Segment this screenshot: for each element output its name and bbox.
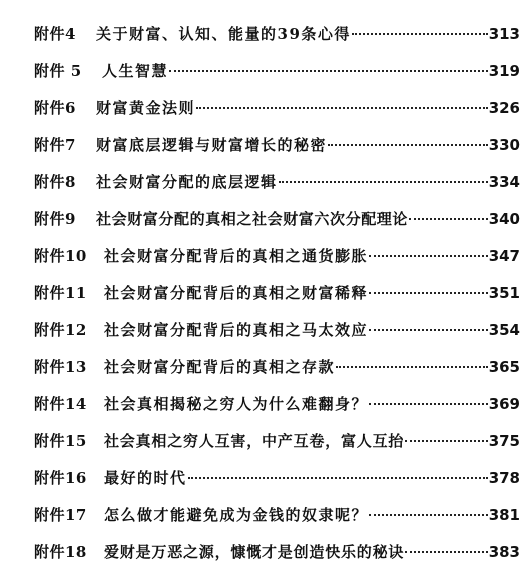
toc-leader-dots <box>188 477 488 479</box>
toc-entry-page: 326 <box>488 99 520 117</box>
toc-entry-page: 375 <box>488 432 520 450</box>
toc-entry-9 <box>34 205 520 233</box>
toc-entry-page: 347 <box>488 247 520 265</box>
toc-entry-label: 附件16 <box>34 469 87 487</box>
toc-entry-label: 附件18 <box>34 543 87 561</box>
toc-entry-17 <box>34 501 520 529</box>
toc-entry-page: 354 <box>488 321 520 339</box>
toc-entry-title: 社会财富分配背后的真相之财富稀释 <box>104 284 369 302</box>
toc-entry-title: 最好的时代 <box>104 469 187 487</box>
toc-leader-dots <box>352 33 488 35</box>
toc-leader-dots <box>405 440 487 442</box>
toc-entry-page: 383 <box>488 543 520 561</box>
toc-entry-label: 附件10 <box>34 247 87 265</box>
toc-entry-title: 社会真相之穷人互害，中产互卷，富人互抬 <box>104 432 405 450</box>
toc-entry-6 <box>34 94 520 122</box>
toc-entry-page: 351 <box>488 284 520 302</box>
toc-entry-page: 381 <box>488 506 520 524</box>
toc-entry-page: 319 <box>488 62 520 80</box>
toc-entry-8 <box>34 168 520 196</box>
toc-entry-title: 财富底层逻辑与财富增长的秘密 <box>96 136 328 154</box>
toc-leader-dots <box>336 366 488 368</box>
toc-entry-11 <box>34 279 520 307</box>
toc-leader-dots <box>279 181 488 183</box>
toc-entry-label: 附件9 <box>34 210 76 228</box>
toc-entry-12 <box>34 316 520 344</box>
toc-leader-dots <box>405 551 487 553</box>
toc-entry-14 <box>34 390 520 418</box>
toc-leader-dots <box>369 514 488 516</box>
toc-entry-15 <box>34 427 520 455</box>
toc-entry-label: 附件13 <box>34 358 87 376</box>
toc-entry-title: 社会财富分配背后的真相之存款 <box>104 358 336 376</box>
toc-entry-label: 附件14 <box>34 395 87 413</box>
toc-entry-label: 附件17 <box>34 506 87 524</box>
toc-entry-page: 330 <box>488 136 520 154</box>
toc-entry-label: 附件4 <box>34 25 76 43</box>
toc-entry-title: 社会财富分配背后的真相之通货膨胀 <box>104 247 369 265</box>
toc-entry-page: 369 <box>488 395 520 413</box>
toc-entry-title: 社会财富分配背后的真相之马太效应 <box>104 321 369 339</box>
toc-leader-dots <box>369 403 488 405</box>
toc-entry-label: 附件 5 <box>34 62 82 80</box>
toc-entry-5 <box>34 57 520 85</box>
toc-leader-dots <box>169 70 488 72</box>
toc-entry-label: 附件7 <box>34 136 76 154</box>
toc-entry-13 <box>34 353 520 381</box>
toc-leader-dots <box>369 292 488 294</box>
toc-entry-title: 财富黄金法则 <box>96 99 196 117</box>
toc-entry-label: 附件8 <box>34 173 76 191</box>
toc-entry-title: 关于财富、认知、能量的39条心得 <box>96 25 351 43</box>
toc-entry-4 <box>34 20 520 48</box>
toc-leader-dots <box>369 329 488 331</box>
toc-entry-page: 340 <box>488 210 520 228</box>
toc-entry-title: 爱财是万恶之源，慷慨才是创造快乐的秘诀 <box>104 543 405 561</box>
toc-entry-16 <box>34 464 520 492</box>
toc-entry-7 <box>34 131 520 159</box>
toc-entry-page: 334 <box>488 173 520 191</box>
toc-entry-page: 365 <box>488 358 520 376</box>
toc-entry-page: 313 <box>488 25 520 43</box>
toc-entry-label: 附件15 <box>34 432 87 450</box>
toc-entry-title: 社会财富分配的真相之社会财富六次分配理论 <box>96 210 409 228</box>
toc-entry-label: 附件11 <box>34 284 87 302</box>
toc-entry-title: 社会财富分配的底层逻辑 <box>96 173 278 191</box>
toc-entry-page: 378 <box>488 469 520 487</box>
toc-entry-label: 附件12 <box>34 321 87 339</box>
toc-entry-10 <box>34 242 520 270</box>
toc-leader-dots <box>409 218 488 220</box>
toc-leader-dots <box>328 144 488 146</box>
toc-entry-title: 社会真相揭秘之穷人为什么难翻身？ <box>104 395 369 413</box>
toc-entry-label: 附件6 <box>34 99 76 117</box>
toc-leader-dots <box>196 107 488 109</box>
toc-entry-title: 怎么做才能避免成为金钱的奴隶呢？ <box>104 506 369 524</box>
toc-entry-18 <box>34 538 520 566</box>
toc-entry-title: 人生智慧 <box>102 62 169 80</box>
toc-leader-dots <box>369 255 488 257</box>
